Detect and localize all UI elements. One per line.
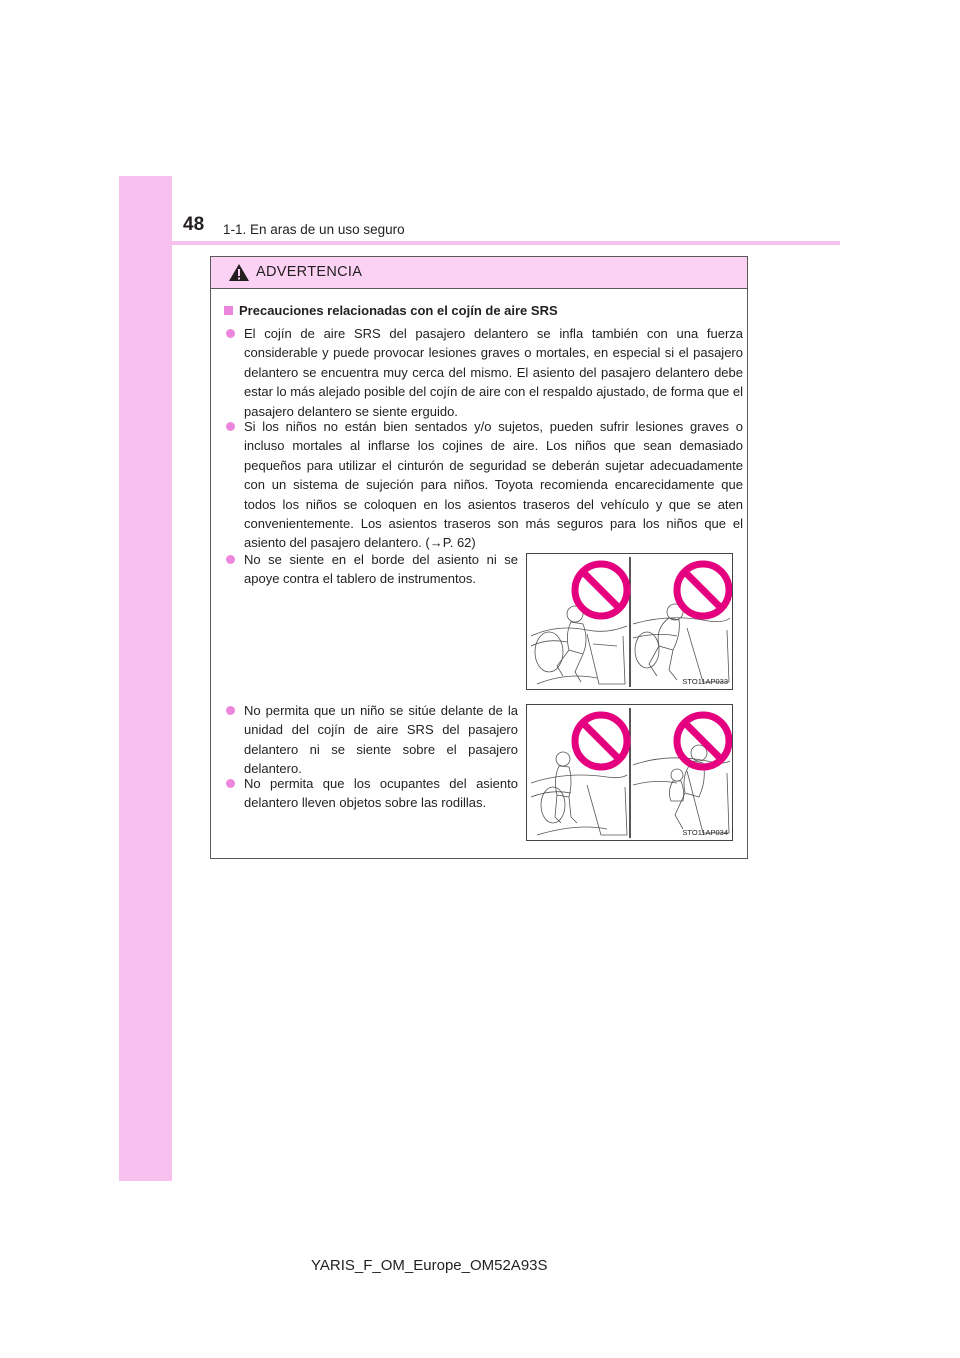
bullet-dot-icon [226,706,235,715]
prohibition-icon [575,564,627,616]
square-bullet-icon [224,306,233,315]
bullet-dot-icon [226,329,235,338]
illustration-child-front-seat [526,704,733,841]
footer-document-code: YARIS_F_OM_Europe_OM52A93S [311,1257,548,1274]
prohibition-icon [677,564,729,616]
bullet-dot-icon [226,422,235,431]
prohibition-icon [677,715,729,767]
list-item: No permita que un niño se sitúe delante de la unidad del cojín de aire SRS del pasajero delantero ni se siente sobre el pasajero delantero. [224,701,518,779]
list-item: Si los niños no están bien sentados y/o sujetos, pueden sufrir lesiones graves o incluso mortales al inflarse los cojines de aire. Los niños que sean demasiado pequeños para utilizar el cinturón de seguridad se deberán sujetar adecuadamente con un sistema de sujeción para niños. Toyota recomienda encarecidamente que todos los niños se coloquen en los asientos traseros del vehículo y que se aten convenientemente. Los asientos traseros son más seguros para los niños que el asiento del pasajero delantero. (→P. 62) [224,417,743,553]
header-rule [119,241,840,245]
side-color-band [119,176,172,1181]
warning-label: ADVERTENCIA [256,264,363,280]
illustration-drawing [527,705,732,840]
prohibition-icon [575,715,627,767]
list-item: No se siente en el borde del asiento ni se apoye contra el tablero de instrumentos. [224,550,518,589]
subsection-title: Precauciones relacionadas con el cojín de aire SRS [224,303,558,318]
warning-triangle-icon [228,263,250,282]
illustration-edge-of-seat [526,553,733,690]
warning-box [210,256,748,859]
warning-header [211,257,747,289]
list-item: No permita que los ocupantes del asiento delantero lleven objetos sobre las rodillas. [224,774,518,813]
figure-code: STO11AP033 [682,677,728,686]
bullet-dot-icon [226,779,235,788]
page-number: 48 [183,214,205,235]
bullet-dot-icon [226,555,235,564]
section-title: 1-1. En aras de un uso seguro [223,222,405,237]
figure-code: STO11AP034 [682,828,728,837]
list-item: El cojín de aire SRS del pasajero delantero se infla también con una fuerza considerable y puede provocar lesiones graves o mortales, en especial si el pasajero delantero se encuentra muy cerca del mismo. El asiento del pasajero delantero debe estar lo más alejado posible del cojín de aire con el respaldo ajustado, de forma que el pasajero delantero se siente erguido. [224,324,743,421]
illustration-drawing [527,554,732,689]
